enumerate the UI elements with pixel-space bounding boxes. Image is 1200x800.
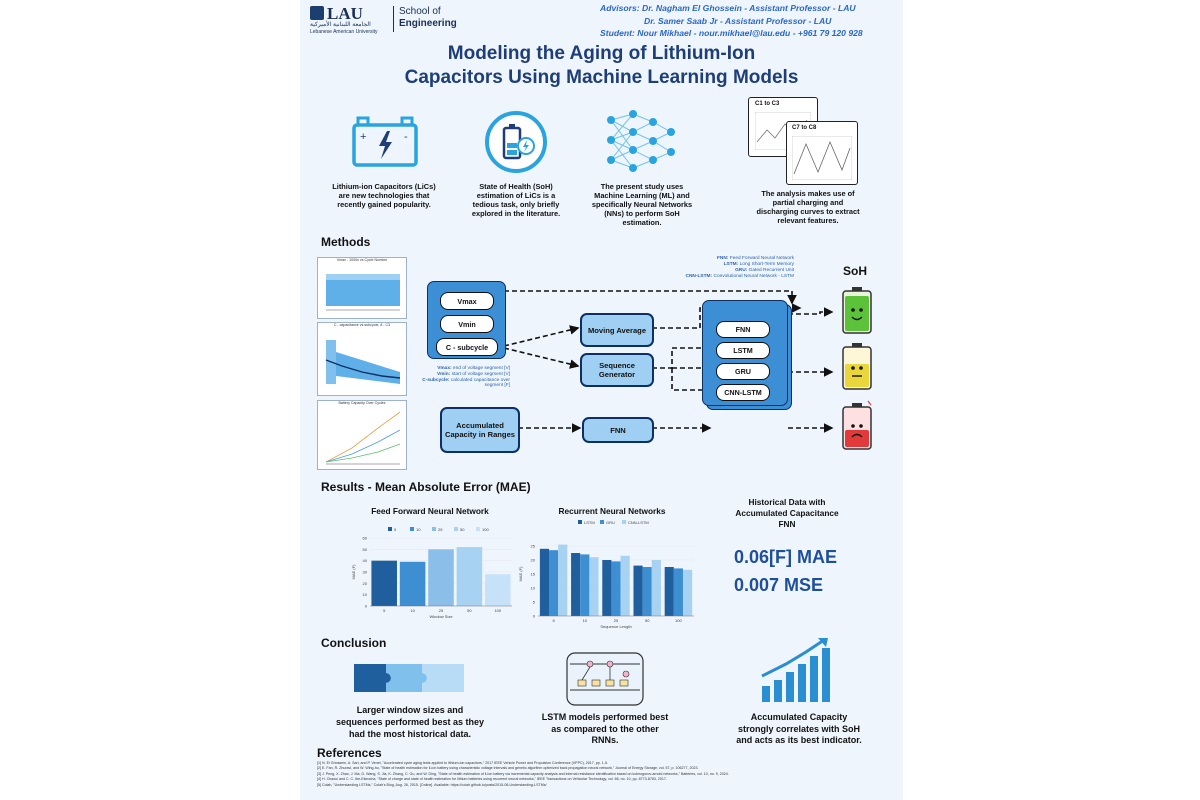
rnn-x-tick: 50 [644, 618, 650, 623]
ffnn-bar [371, 561, 397, 606]
feature-vmin: Vmin [440, 315, 494, 333]
rnn-y-tick: 20 [530, 557, 535, 563]
abbrev-fnn: FNN: Feed Forward Neural Network [716, 256, 794, 261]
rnn-bar [683, 570, 692, 616]
feature-c-subcycle: C - subcycle [436, 338, 498, 356]
battery-low-icon [840, 400, 874, 450]
sequence-generator-node: Sequence Generator [580, 353, 654, 387]
ffnn-legend-label: 25 [438, 527, 443, 532]
rnn-bar [589, 557, 598, 616]
rnn-chart-title: Recurrent Neural Networks [558, 506, 666, 516]
historical-title: Historical Data with Accumulated Capacitance FNN [735, 497, 839, 529]
moving-average-node: Moving Average [580, 313, 654, 347]
ffnn-y-tick: 50 [362, 546, 367, 552]
rnn-legend-label: CNN-LSTM [628, 520, 649, 525]
ffnn-y-label: MAE (F) [351, 564, 356, 580]
rnn-y-tick: 5 [532, 599, 535, 605]
rnn-y-tick: 0 [532, 613, 535, 619]
ffnn-chart [348, 524, 518, 620]
puzzle-icon [352, 660, 468, 696]
mae-value: 0.06[F] MAE [734, 547, 838, 567]
ffnn-x-tick: 5 [383, 608, 386, 613]
ffnn-x-tick: 100 [494, 608, 502, 613]
rnn-bar [621, 556, 630, 616]
rnn-bar [633, 566, 642, 616]
reference-4: [4] H. Chaoui and C. C. Ibe-Ekeocha, "State of charge and state of health estimation for lithium batteries using recurrent neural networks," IEEE Transactions on Vehicular Technology, vol. 66, no. 10, pp. 8773-8783, 2017. [317, 777, 667, 782]
battery-half-icon [840, 342, 874, 390]
references-heading: References [317, 746, 382, 760]
rnn-bar [665, 567, 674, 616]
ffnn-y-tick: 20 [362, 580, 367, 586]
conclusion-text-2: LSTM models performed best as compared to the other RNNs. [541, 712, 669, 745]
title-line2: Capacitors Using Machine Learning Models [404, 67, 799, 88]
ffnn-chart-title: Feed Forward Neural Network [371, 506, 489, 516]
curve-card-back-label: C1 to C3 [755, 101, 780, 107]
desc-vmin: Vmin: start of voltage segment [V] [436, 371, 510, 377]
abbrev-lstm: LSTM: Long Short-Term Memory [723, 262, 794, 267]
advisor-1: Advisors: Dr. Nagham El Ghossein - Assistant Professor - LAU [600, 3, 856, 13]
ffnn-legend-swatch [476, 527, 480, 531]
ffnn-bar [485, 574, 511, 606]
student: Student: Nour Mikhael - nour.mikhael@lau.edu - +961 79 120 928 [600, 28, 863, 38]
rnn-legend-swatch [578, 520, 582, 524]
rnn-bar [643, 567, 652, 616]
intro-caption-1: Lithium-ion Capacitors (LiCs) are new technologies that recently gained popularity. [332, 182, 436, 209]
methods-heading: Methods [321, 235, 371, 249]
logo-subtitle: Lebanese American University [310, 29, 378, 35]
svg-text:-: - [404, 131, 408, 143]
flow-arrows [300, 0, 903, 480]
rnn-bar [674, 568, 683, 616]
ffnn-bar [400, 562, 426, 606]
thumb-title-1: Vmax - 1000s vs Cycle Number [336, 258, 388, 262]
logo-arabic: الجامعة اللبنانية الأميركية [310, 22, 371, 28]
ffnn-x-tick: 10 [410, 608, 415, 613]
rnn-x-tick: 10 [582, 618, 588, 623]
conclusion-text-1: Larger window sizes and sequences performed best as they had the most historical data. [335, 705, 485, 739]
ffnn-y-tick: 40 [362, 558, 367, 564]
rnn-bar [652, 560, 661, 616]
rnn-y-tick: 15 [530, 571, 535, 577]
ffnn-legend-label: 50 [460, 527, 465, 532]
intro-caption-2: State of Health (SoH) estimation of LiCs is a tedious task, only briefly explored in the literature. [471, 182, 561, 218]
ffnn-legend-swatch [454, 527, 458, 531]
model-gru: GRU [716, 363, 770, 380]
ffnn-y-tick: 30 [362, 569, 367, 575]
ffnn-legend-label: 100 [482, 527, 489, 532]
desc-c-subcycle: C-subcycle: calculated capacitance over segment [F] [422, 377, 510, 389]
model-cnn-lstm: CNN-LSTM [716, 384, 770, 401]
rnn-x-tick: 5 [552, 618, 555, 623]
ffnn-bar [428, 549, 454, 606]
svg-text:+: + [360, 131, 367, 143]
title-line1: Modeling the Aging of Lithium-Ion [447, 43, 756, 64]
rnn-bar [580, 554, 589, 616]
reference-1: [1] N. El Ghossein, A. Sari, and P. Venet, "Accelerated cycle aging tests applied to lithium-ion capacitors," 2017 IEEE Vehicle Power and Propulsion Conference (VPPC), 2017, pp. 1-5. [317, 761, 608, 765]
school-line1: School of [399, 6, 441, 17]
rnn-legend-swatch [600, 520, 604, 524]
ffnn-x-tick: 25 [438, 608, 444, 613]
ffnn-legend-label: 10 [416, 527, 421, 532]
rnn-y-label: MAE (F) [518, 566, 523, 582]
reference-3: [3] J. Peng, X. Zhao, J. Ma, D. Wang, S. Jia, K. Zhang, C. Gu, and W. Ding, "State of health estimation of li-ion battery via incremental capacity analysis and internal resistance identification based on kolmogorov-arnold networks," Batteries, vol. 10, no. 9, 2024. [317, 771, 729, 776]
fnn-bottom-node: FNN [582, 417, 654, 443]
advisor-2: Dr. Samer Saab Jr - Assistant Professor - LAU [644, 15, 832, 26]
ffnn-legend-swatch [432, 527, 436, 531]
rnn-x-tick: 25 [613, 618, 619, 623]
ffnn-y-tick: 0 [364, 603, 367, 609]
mse-value: 0.007 MSE [734, 575, 824, 595]
ffnn-x-label: Window Size [429, 614, 453, 619]
rnn-legend-swatch [622, 520, 626, 524]
results-heading: Results - Mean Absolute Error (MAE) [321, 480, 531, 494]
rnn-bar [558, 545, 567, 616]
rnn-x-label: Sequence Length [600, 624, 632, 629]
ffnn-bar [457, 547, 483, 606]
rnn-bar [611, 561, 620, 616]
ffnn-legend-swatch [410, 527, 414, 531]
conclusion-heading: Conclusion [321, 636, 387, 650]
rnn-legend-label: GRU [606, 520, 615, 525]
intro-caption-3: The present study uses Machine Learning (ML) and specifically Neural Networks (NNs) to perform SoH estimation. [591, 182, 693, 227]
thumb-title-3: Battery Capacity Over Cycles [338, 401, 386, 405]
rnn-chart [514, 516, 698, 632]
ffnn-y-tick: 10 [362, 592, 367, 598]
ffnn-legend-swatch [388, 527, 392, 531]
battery-full-icon [840, 286, 874, 334]
desc-vmax: Vmax: end of voltage segment [V] [437, 366, 510, 371]
rnn-legend-label: LSTM [584, 520, 595, 525]
school-line2: Engineering [399, 18, 457, 29]
rnn-y-tick: 25 [530, 543, 535, 549]
thumb-title-2: C - capacitance vs subcycle, 8 - C3 [333, 323, 391, 327]
accumulated-capacity-node: Accumulated Capacity in Ranges [440, 407, 520, 453]
ffnn-x-tick: 50 [467, 608, 472, 613]
ffnn-legend-label: 5 [394, 527, 397, 532]
rnn-bar [602, 560, 611, 616]
reference-2: [2] E. Fan, R. Zhuravl, and W. Wing-hu, "State of health estimation for li-ion battery using characteristic voltage intervals and genetic algorithm optimized back propagation neural network," Journal of Energy Storage, vol. 57, p. 106277, 2023. [317, 766, 699, 771]
rnn-x-tick: 100 [675, 618, 682, 623]
ffnn-y-tick: 60 [362, 535, 367, 541]
rnn-y-tick: 10 [530, 585, 535, 591]
feature-vmax: Vmax [440, 292, 494, 310]
model-fnn: FNN [716, 321, 770, 338]
model-lstm: LSTM [716, 342, 770, 359]
logo-text: LAU [327, 4, 363, 23]
rnn-bar [540, 549, 549, 616]
soh-title: SoH [843, 264, 867, 278]
abbrev-gru: GRU: Gated Recurrent Unit [735, 268, 794, 273]
references-list [317, 761, 897, 788]
reference-5: [5] Colah, "Understanding LSTMs," Colah's Blog, Aug. 26, 2015. [Online]. Available: https://colah.github.io/posts/2015-08-Understanding-LSTMs/ [317, 782, 547, 787]
growth-chart-icon [758, 636, 836, 704]
poster [300, 0, 903, 800]
rnn-bar [571, 553, 580, 616]
abbrev-cnn-lstm: CNN-LSTM: Convolutional Neural Network - LSTM [685, 274, 794, 279]
curve-card-front-label: C7 to C8 [792, 125, 817, 131]
conclusion-text-3: Accumulated Capacity strongly correlates with SoH and acts as its best indicator. [736, 712, 862, 745]
rnn-bar [549, 550, 558, 616]
feature-description [418, 366, 510, 389]
lstm-cell-icon [566, 652, 644, 706]
intro-caption-4: The analysis makes use of partial charging and discharging curves to extract relevant features. [756, 189, 860, 225]
